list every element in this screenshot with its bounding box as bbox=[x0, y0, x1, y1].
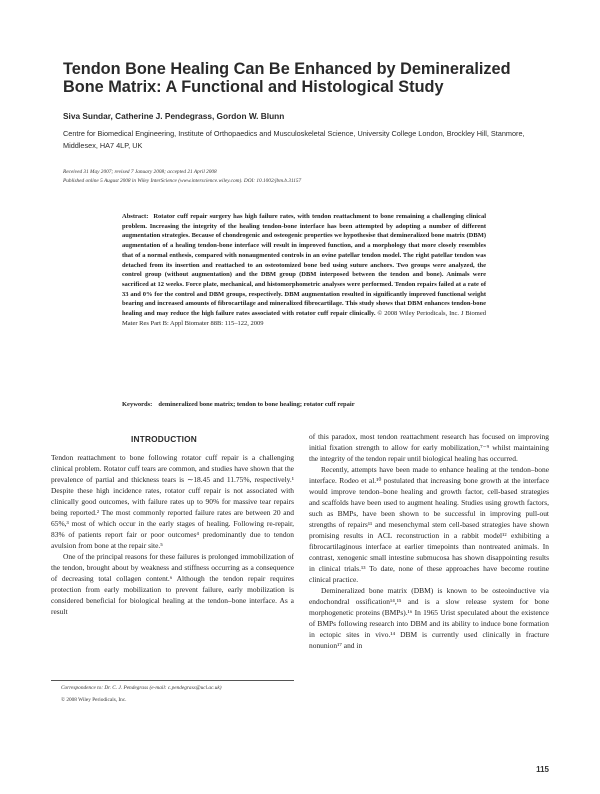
correspondence-note: Correspondence to: Dr. C. J. Pendegrass (e-mail: c.pendegrass@ucl.ac.uk) bbox=[61, 685, 222, 691]
abstract-text: Rotator cuff repair surgery has high failure rates, with tendon reattachment to bone remaining a challenging clinical problem. Increasing the integrity of the healing tendon-bone interface has been attempted by adopting a number of different augmentation strategies. Because of chondrogenic and osteogenic properties we hypothesise that demineralized bone matrix (DBM) augmentation of a healing tendon-bone interface will result in improved function, and a morphology that more closely resembles that of a normal enthesis, compared with nonaugmented controls in an ovine patellar tendon model. The right patellar tendon was detached from its insertion and reattached to an osteotomized bone bed using suture anchors. Two groups were analyzed, the control group (without augmentation) and the DBM group (DBM interposed between the tendon and bone). Animals were sacrificed at 12 weeks. Force plate, mechanical, and histomorphometric analyses were performed. Tendon repairs failed at a rate of 33 and 0% for the control and DBM groups, respectively. DBM augmentation resulted in significantly improved functional weight bearing and increased amounts of fibrocartilage and mineralized fibrocartilage. This study shows that DBM enhances tendon-bone healing and may reduce the high failure rates associated with rotator cuff repair clinically. bbox=[122, 213, 486, 318]
body-paragraph: One of the principal reasons for these failures is prolonged immobilization of the tendon, brought about by weakness and stiffness occurring as a consequence of decreasing total collagen content.⁶ Although the tendon repair requires protection from early mobilization to prevent failure, early mobilization is considered beneficial for biological healing at the tendon–bone interface. As a result bbox=[51, 552, 294, 616]
copyright-note: © 2008 Wiley Periodicals, Inc. bbox=[61, 697, 127, 703]
body-column-right bbox=[309, 431, 549, 651]
published-online-line: Published online 5 August 2008 in Wiley InterScience (www.interscience.wiley.com). DOI: 10.1002/jbm.b.31157 bbox=[63, 178, 302, 184]
body-paragraph: Recently, attempts have been made to enhance healing at the tendon–bone interface. Rodeo et al.¹⁰ postulated that increasing bone growth at the interface would improve tendon–bone healing and growth factor, cell-based strategies and scaffolds have been used to augment healing. Studies using growth factors, such as BMPs, have been shown to be successful in improving pull-out strengths of repairs¹¹ and mesenchymal stem cell-based strategies have shown promising results in ACL reconstruction in a rabbit model¹² exhibiting a fibrocartilaginous interface at earlier timepoints than nontreated animals. In contrast, xenogenic small intestine submucosa has shown disappointing results in clinical trials.¹³ To date, none of these approaches have become routine clinical practice. bbox=[309, 465, 549, 584]
footnote-block bbox=[51, 684, 294, 708]
body-paragraph: of this paradox, most tendon reattachment research has focused on improving initial fixation strength to allow for early mobilization,⁷⁻⁹ whilst maintaining the integrity of the tendon repair until biological healing has occurred. bbox=[309, 432, 549, 463]
body-column-left bbox=[51, 452, 294, 617]
keywords-terms: demineralized bone matrix; tendon to bone healing; rotator cuff repair bbox=[158, 401, 355, 408]
author-list: Siva Sundar, Catherine J. Pendegrass, Gordon W. Blunn bbox=[63, 111, 285, 121]
author-affiliation: Centre for Biomedical Engineering, Institute of Orthopaedics and Musculoskeletal Science, University College London, Brockley Hill, Stanmore, Middlesex, HA7 4LP, UK bbox=[63, 129, 525, 150]
publication-dates bbox=[63, 168, 543, 186]
section-heading-introduction: INTRODUCTION bbox=[131, 434, 198, 444]
abstract-block bbox=[122, 212, 486, 328]
body-paragraph: Demineralized bone matrix (DBM) is known to be osteoinductive via endochondral ossification¹⁴,¹⁵ and is a slow release system for bone morphogenetic proteins (BMPs).¹⁶ In 1965 Urist speculated about the existence of BMPs following research into DBM and its ability to induce bone formation in ectopic sites in vivo.¹⁴ DBM is currently used clinically in fracture nonunion¹⁷ and in bbox=[309, 586, 549, 650]
body-paragraph: Tendon reattachment to bone following rotator cuff repair is a challenging clinical problem. Rotator cuff tears are common, and studies have shown that the prevalence of partial and thickness tears is ∼18.45 and 11.75%, respectively.¹ Despite these high incidence rates, rotator cuff repair is not associated with clinically good outcomes, with failure rates up to 90% for massive tear repairs being reported.² The most commonly reported failure rates are between 20 and 65%,³ most of which occur in the early stages of healing. Following re-repair, 83% of patients report fair or poor outcomes⁴ predominantly due to tendon avulsion from bone at the repair site.⁵ bbox=[51, 453, 294, 550]
footnote-divider bbox=[51, 680, 294, 681]
abstract-citation: © 2008 Wiley Periodicals, Inc. J Biomed Mater Res Part B: Appl Biomater 88B: 115–122, 2009 bbox=[122, 310, 486, 327]
article-title: Tendon Bone Healing Can Be Enhanced by Demineralized Bone Matrix: A Functional and Histological Study bbox=[63, 60, 511, 96]
abstract-label: Abstract: bbox=[122, 213, 149, 220]
keywords-label: Keywords: bbox=[122, 401, 153, 408]
received-dates: Received 31 May 2007; revised 7 January 2008; accepted 21 April 2008 bbox=[63, 169, 217, 175]
keywords-block bbox=[122, 400, 486, 409]
page-number: 115 bbox=[536, 765, 549, 774]
